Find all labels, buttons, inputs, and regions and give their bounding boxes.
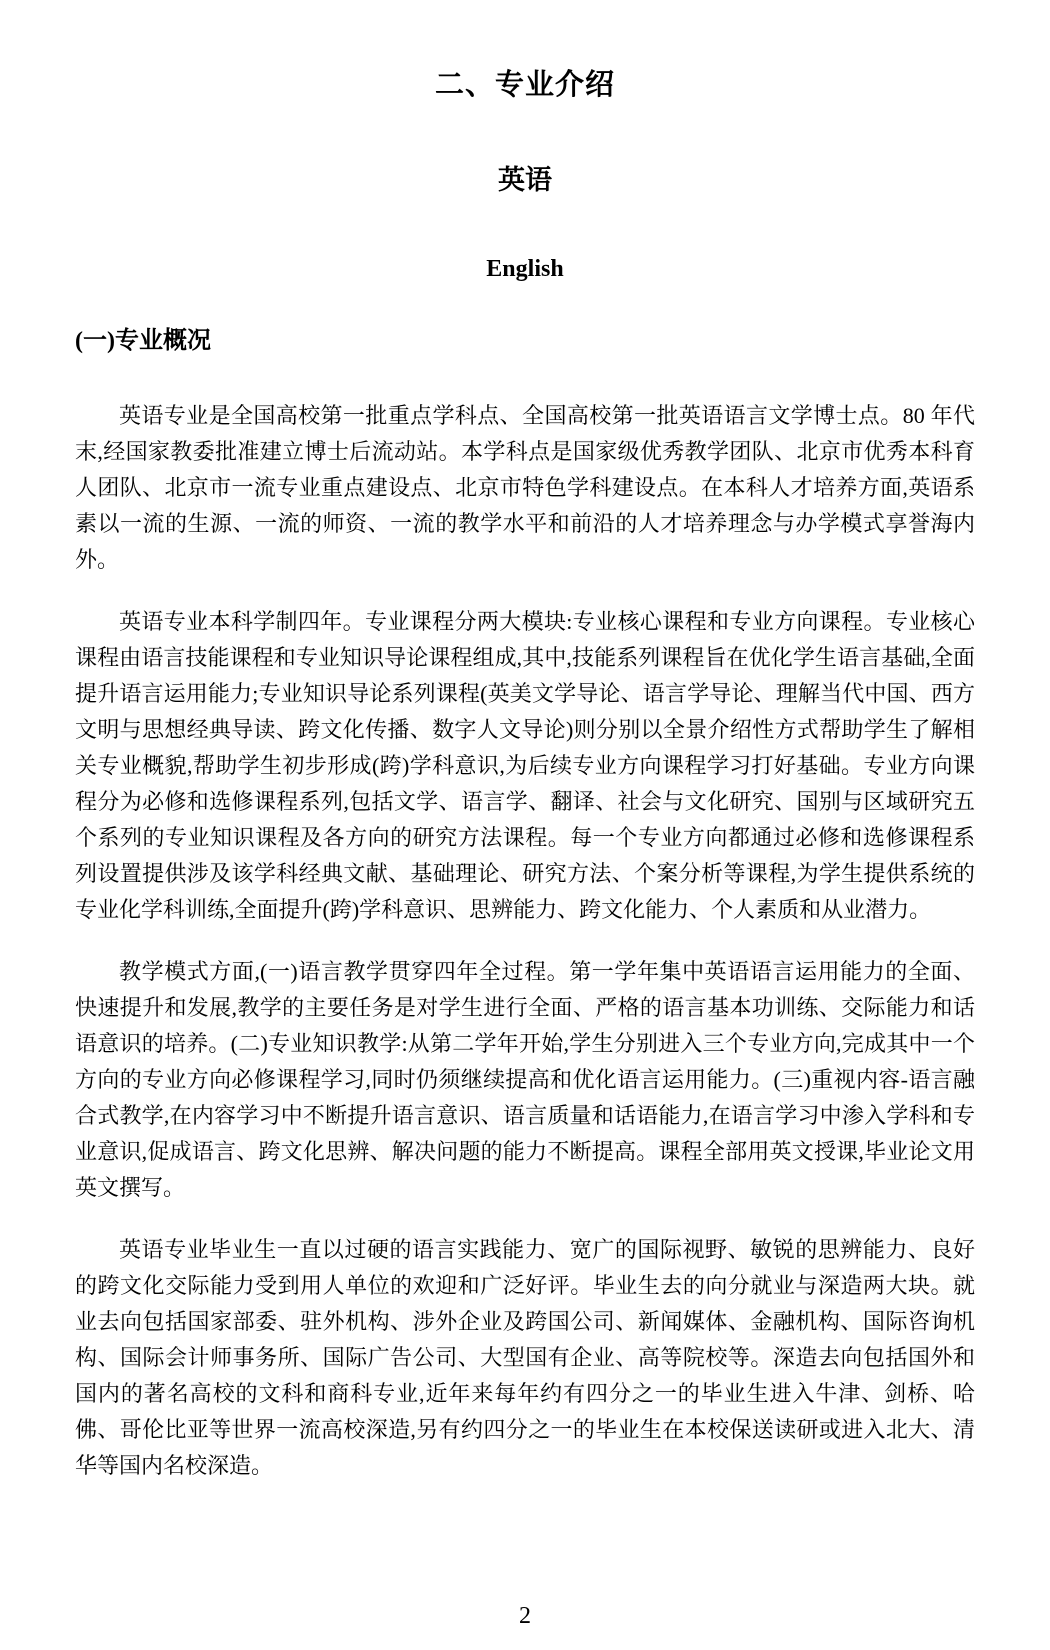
subtitle-english: English	[486, 255, 564, 282]
paragraph-overview: 英语专业是全国高校第一批重点学科点、全国高校第一批英语语言文学博士点。80 年代末,经国家教委批准建立博士后流动站。本学科点是国家级优秀教学团队、北京市优秀本科育人团队、北京市一流专业重点建设点、北京市特色学科建设点。在本科人才培养方面,英语系素以一流的生源、一流的师资、一流的教学水平和前沿的人才培养理念与办学模式享誉海内外。	[75, 403, 975, 573]
subtitle-chinese: 英语	[498, 165, 552, 196]
page-title: 二、专业介绍	[434, 69, 615, 101]
paragraph-curriculum: 英语专业本科学制四年。专业课程分两大模块:专业核心课程和专业方向课程。专业核心课程由语言技能课程和专业知识导论课程组成,其中,技能系列课程旨在优化学生语言基础,全面提升语言运用能力;专业知识导论系列课程(英美文学导论、语言学导论、理解当代中国、西方文明与思想经典导读、跨文化传播、数字人文导论)则分别以全景介绍性方式帮助学生了解相关专业概貌,帮助学生初步形成(跨)学科意识,为后续专业方向课程学习打好基础。专业方向课程分为必修和选修课程系列,包括文学、语言学、翻译、社会与文化研究、国别与区域研究五个系列的专业知识课程及各方向的研究方法课程。每一个专业方向都通过必修和选修课程系列设置提供涉及该学科经典文献、基础理论、研究方法、个案分析等课程,为学生提供系统的专业化学科训练,全面提升(跨)学科意识、思辨能力、跨文化能力、个人素质和从业潜力。	[75, 609, 975, 923]
paragraph-graduates: 英语专业毕业生一直以过硬的语言实践能力、宽广的国际视野、敏锐的思辨能力、良好的跨文化交际能力受到用人单位的欢迎和广泛好评。毕业生去的向分就业与深造两大块。就业去向包括国家部委、驻外机构、涉外企业及跨国公司、新闻媒体、金融机构、国际咨询机构、国际会计师事务所、国际广告公司、大型国有企业、高等院校等。深造去向包括国外和国内的著名高校的文科和商科专业,近年来每年约有四分之一的毕业生进入牛津、剑桥、哈佛、哥伦比亚等世界一流高校深造,另有约四分之一的毕业生在本校保送读研或进入北大、清华等国内名校深造。	[75, 1237, 975, 1479]
page-number: 2	[519, 1603, 531, 1629]
paragraph-teaching-model: 教学模式方面,(一)语言教学贯穿四年全过程。第一学年集中英语语言运用能力的全面、快速提升和发展,教学的主要任务是对学生进行全面、严格的语言基本功训练、交际能力和话语意识的培养。(二)专业知识教学:从第二学年开始,学生分别进入三个专业方向,完成其中一个方向的专业方向必修课程学习,同时仍须继续提高和优化语言运用能力。(三)重视内容-语言融合式教学,在内容学习中不断提升语言意识、语言质量和话语能力,在语言学习中渗入学科和专业意识,促成语言、跨文化思辨、解决问题的能力不断提高。课程全部用英文授课,毕业论文用英文撰写。	[75, 959, 975, 1201]
section-heading: (一)专业概况	[75, 327, 211, 354]
